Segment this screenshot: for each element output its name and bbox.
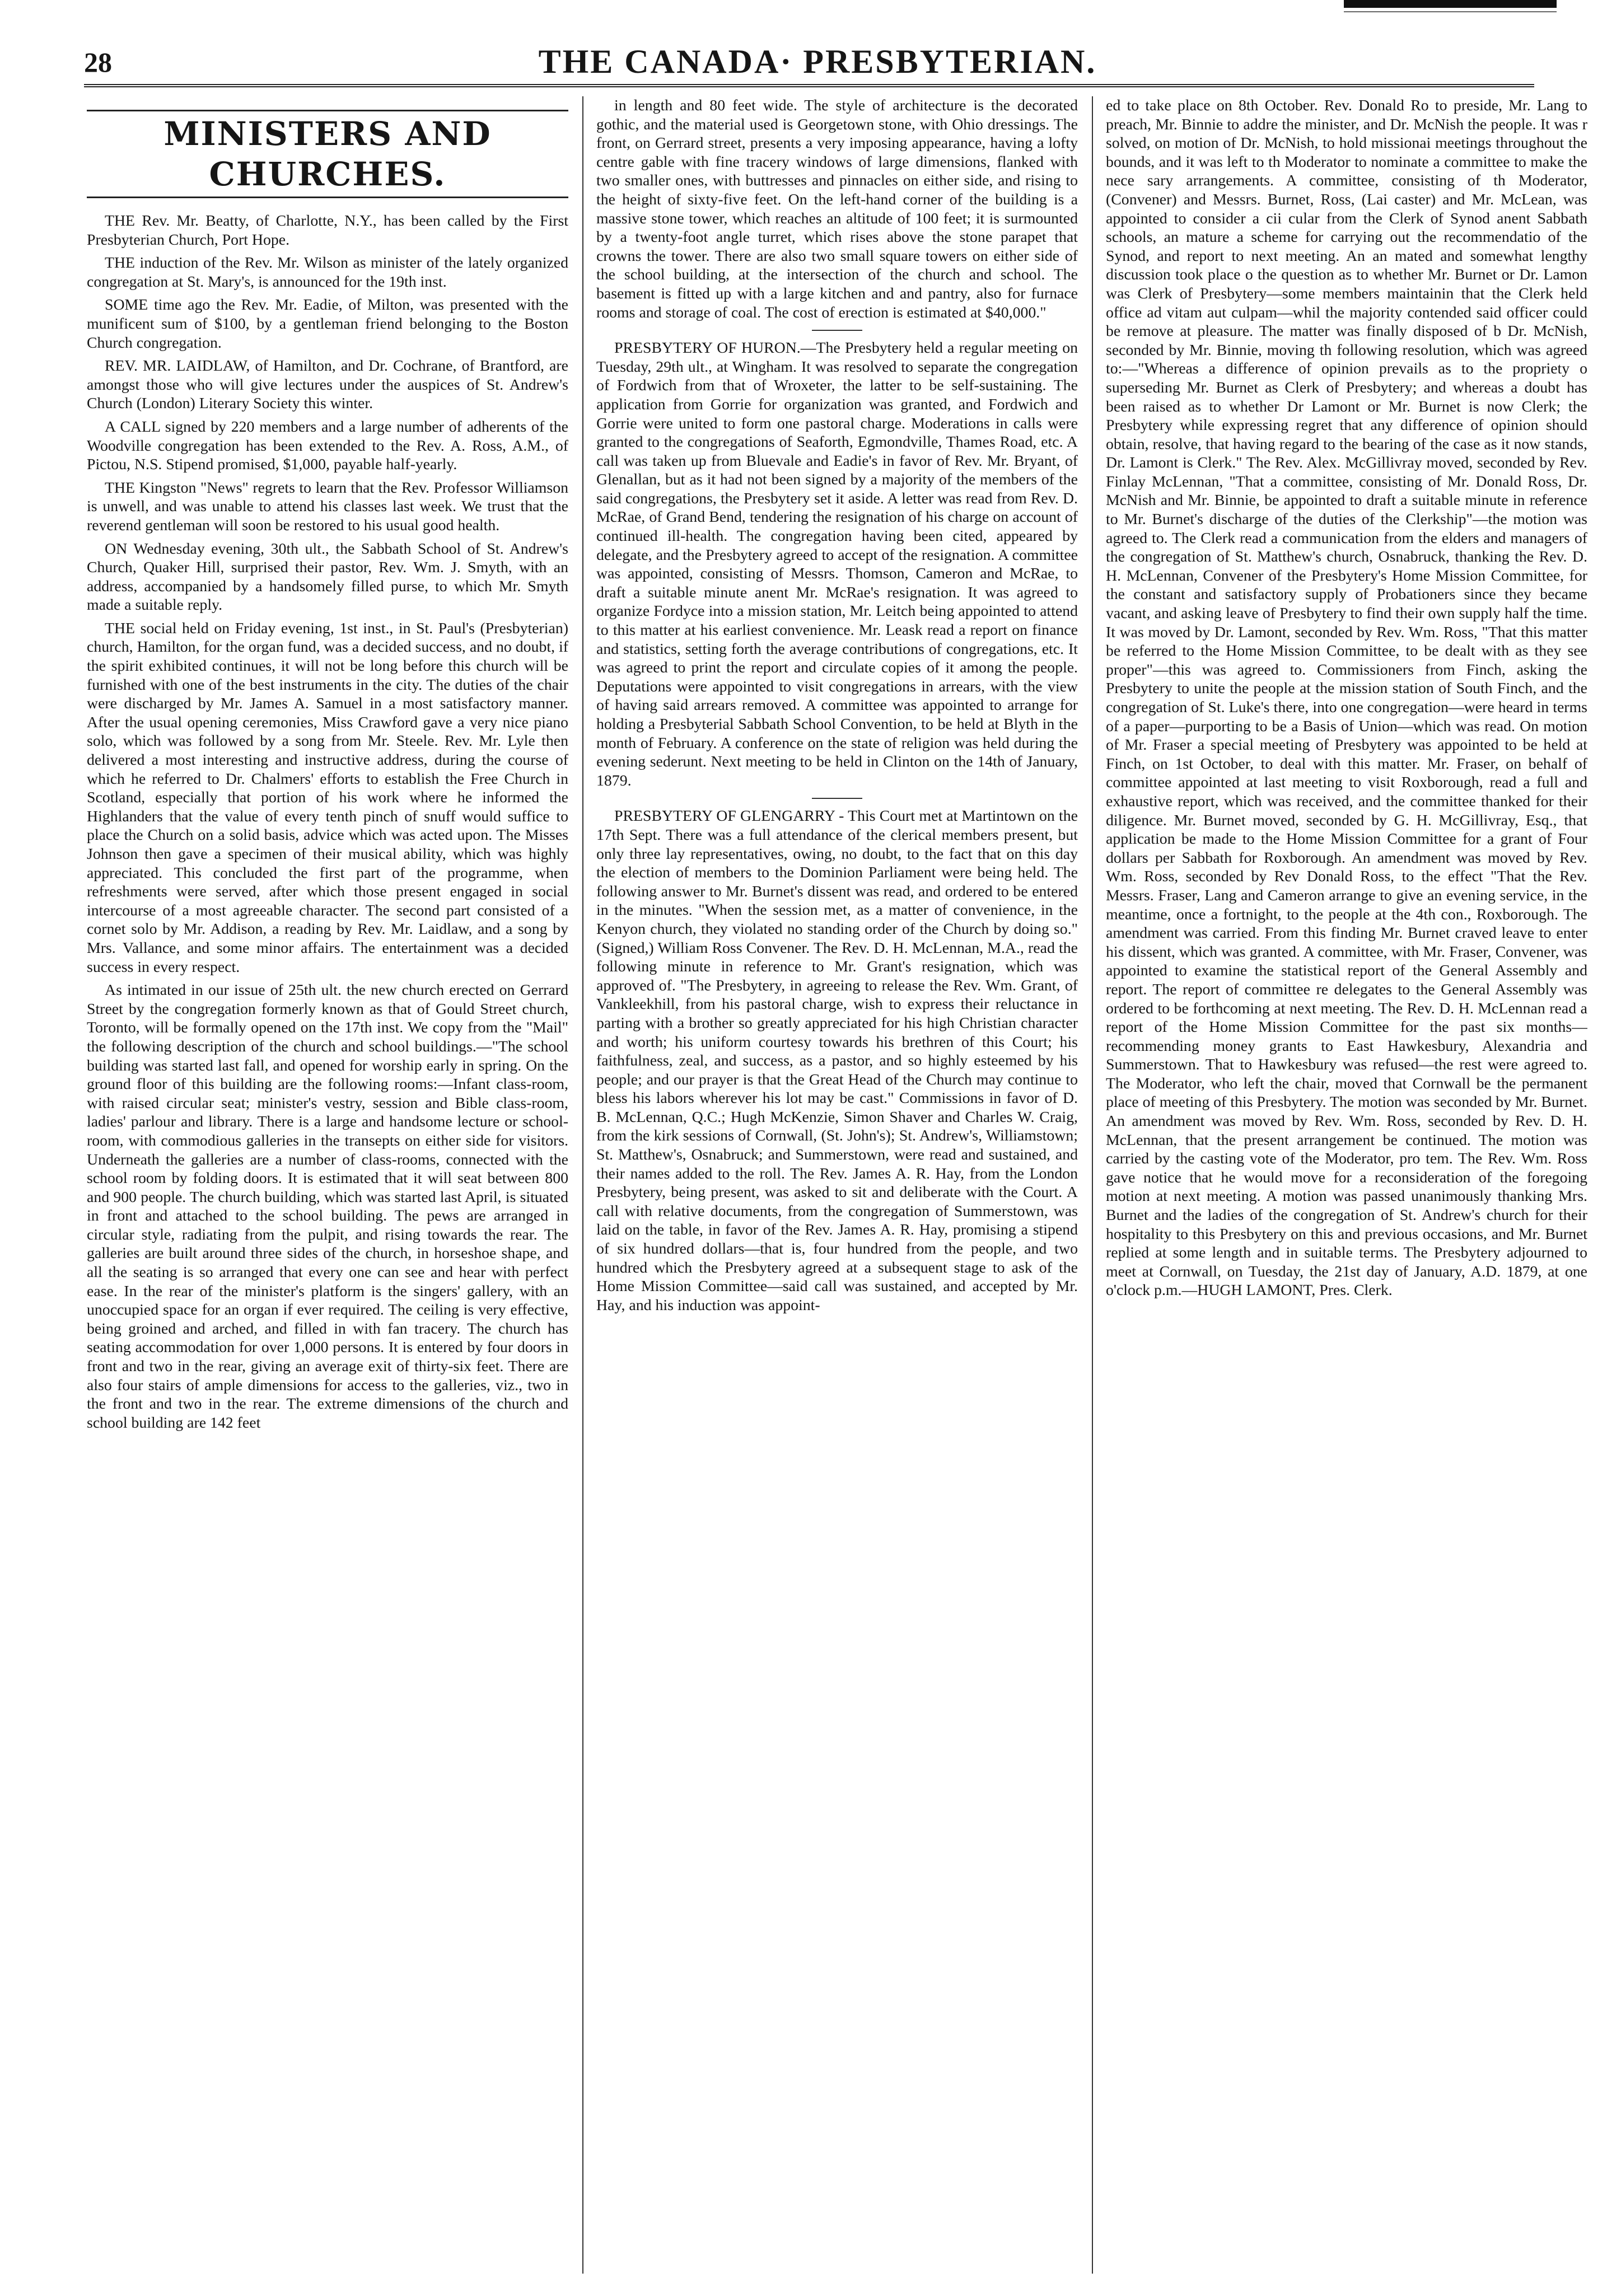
article-continuation: in length and 80 feet wide. The style of architecture is the decorated gothic, and the material used is Georgetown stone, with Ohio dressings. The front, on Gerrard street, presents a very imposing appearance, having a lofty centre gable with fine tracery windows of large dimensions, flanked with two smaller ones, with buttresses and pinnacles on either side, and rising to the height of sixty-five feet. On the left-hand corner of the building is a massive stone tower, which reaches an altitude of 100 feet; it is surmounted by a twenty-foot angle turret, which rises above the stone parapet that crowns the tower. There are also two small square towers on either side of the school building, at the intersection of the church and school. The basement is fitted up with a large kitchen and and pantry, also for furnace rooms and storage of coal. The cost of erection is estimated at $40,000." [596, 97, 1078, 321]
column-1 [87, 96, 568, 2276]
publication-title: THE CANADA· PRESBYTERIAN. [538, 43, 1097, 80]
news-item: THE Kingston "News" regrets to learn that the Rev. Professor Williamson is unwell, and was unable to attend his classes last week. We trust that the reverend gentleman will soon be restored to his usual good health. [87, 479, 568, 534]
news-item: REV. MR. LAIDLAW, of Hamilton, and Dr. Cochrane, of Brantford, are amongst those who will give lectures under the auspices of St. Andrew's Church (London) Literary Society this winter. [87, 357, 568, 413]
presbytery-glengarry-report: PRESBYTERY OF GLENGARRY - This Court met at Martintown on the 17th Sept. There was a full attendance of the clerical members present, but only three lay representatives, owing, no doubt, to the fact that on this day the election of members to the Dominion Parliament were being held. The following answer to Mr. Burnet's dissent was read, and ordered to be entered in the minutes. "When the session met, as a matter of convenience, in the Kenyon church, they violated no standing order of the Church by doing so." (Signed,) William Ross Convener. The Rev. D. H. McLennan, M.A., read the following minute in reference to Mr. Grant's resignation, which was approved of. "The Presbytery, in agreeing to release the Rev. Wm. Grant, of Vankleekhill, from his pastoral charge, wish to express their reluctance in parting with a brother so greatly appreciated for his high Christian character and worth; his uniform courtesy towards his brethren of this Court; his faithfulness, zeal, and success, as a pastor, and so highly esteemed by his people; and our prayer is that the Great Head of the Church may continue to bless his labors wherever his lot may be cast." Commissions in favor of D. B. McLennan, Q.C.; Hugh McKenzie, Simon Shaver and Charles W. Craig, from the kirk sessions of Cornwall, (St. John's); St. Andrew's, Williamstown; St. Matthew's, Osnabruck; and Summerstown, were read and sustained, and their names added to the roll. The Rev. James A. R. Hay, from the London Presbytery, being present, was asked to sit and deliberate with the Court. A call with relative documents, from the congregation of Summerstown, was laid on the table, in favor of the Rev. James A. R. Hay, promising a stipend of six hundred dollars—that is, four hundred from the people, and two hundred which the Presbytery agreed at a subsequent stage to ask of the Home Mission Committee—said call was sustained, and accepted by Mr. Hay, and his induction was appoint- [596, 807, 1078, 1314]
column-divider-1 [582, 96, 583, 2274]
page-number: 28 [84, 46, 112, 78]
article-separator [812, 330, 862, 331]
news-item: ON Wednesday evening, 30th ult., the Sabbath School of St. Andrew's Church, Quaker Hill, surprised their pastor, Rev. Wm. J. Smyth, with an address, accompanied by a handsomely filled purse, to which Mr. Smyth made a suitable reply. [87, 540, 568, 614]
section-heading: MINISTERS AND CHURCHES. [87, 110, 568, 198]
news-item: As intimated in our issue of 25th ult. the new church erected on Gerrard Street by the congregation formerly known as that of Gould Street church, Toronto, will be formally opened on the 17th inst. We copy from the "Mail" the following description of the church and school buildings.—"The school building was started last fall, and opened for worship early in spring. On the ground floor of this building are the following rooms:—Infant class-room, with raised circular seat; minister's vestry, session and Bible class-room, ladies' parlour and library. There is a large and handsome lecture or school-room, with commodious galleries in the transepts on either side for visitors. Underneath the galleries are a number of class-rooms, connected with the school room by folding doors. It is estimated that it will seat between 800 and 900 people. The church building, which was started last April, is situated in front and attached to the school building. The pews are arranged in circular style, radiating from the pulpit, and rising towards the rear. The galleries are built around three sides of the church, in horseshoe shape, and all the seating is so arranged that every one can see and hear with perfect ease. In the rear of the minister's platform is the singers' gallery, with an unoccupied space for an organ if ever required. The ceiling is very effective, being groined and arched, and filled in with fan tracery. The church has seating accommodation for over 1,000 persons. It is entered by four doors in front and two in the rear, giving an average exit of thirty-six feet. There are also four stairs of ample dimensions for access to the galleries, viz., two in the front and two in the rear. The extreme dimensions of the church and school building are 142 feet [87, 981, 568, 1432]
header-rule [84, 84, 1534, 87]
article-separator [812, 798, 862, 799]
news-item: THE induction of the Rev. Mr. Wilson as minister of the lately organized congregation at St. Mary's, is announced for the 19th inst. [87, 254, 568, 291]
column-divider-2 [1092, 96, 1093, 2274]
presbytery-huron-report: PRESBYTERY OF HURON.—The Presbytery held a regular meeting on Tuesday, 29th ult., at Wingham. It was resolved to separate the congregation of Fordwich from that of Wroxeter, the latter to be self-sustaining. The application from Gorrie for organization was granted, and Fordwich and Gorrie were united to form one pastoral charge. Moderations in calls were granted to the congregations of Seaforth, Egmondville, Thames Road, etc. A call was taken up from Bluevale and Eadie's in favor of Rev. Mr. Bryant, of Glenallan, but as it had not been signed by a majority of the members of the said congregations, the Presbytery set it aside. A letter was read from Rev. D. McRae, of Grand Bend, tendering the resignation of his charge on account of continued ill-health. The congregation having been cited, appeared by delegate, and the Presbytery agreed to accept of the resignation. A committee was appointed, consisting of Messrs. Thomson, Cameron and McRae, to draft a suitable minute anent Mr. McRae's resignation. It was agreed to organize Fordyce into a mission station, Mr. Leitch being appointed to attend to this matter at his earliest convenience. Mr. Leask read a report on finance and statistics, setting forth the average contributions of congregations, etc. It was agreed to print the report and circulate copies of it among the people. Deputations were appointed to visit congregations in arrears, with the view of having said arrears removed. A committee was appointed to arrange for holding a Presbyterial Sabbath School Convention, to be held at Blyth in the month of February. A conference on the state of religion was held during the evening sederunt. Next meeting to be held in Clinton on the 14th of January, 1879. [596, 339, 1078, 789]
column-2 [596, 96, 1078, 2276]
news-item: A CALL signed by 220 members and a large number of adherents of the Woodville congregation has been extended to the Rev. A. Ross, A.M., of Pictou, N.S. Stipend promised, $1,000, payable half-yearly. [87, 418, 568, 474]
news-item: THE Rev. Mr. Beatty, of Charlotte, N.Y., has been called by the First Presbyterian Church, Port Hope. [87, 212, 568, 249]
news-item: SOME time ago the Rev. Mr. Eadie, of Milton, was presented with the munificent sum of $100, by a gentleman friend belonging to the Boston Church congregation. [87, 296, 568, 352]
news-item: THE social held on Friday evening, 1st inst., in St. Paul's (Presbyterian) church, Hamilton, for the organ fund, was a decided success, and no doubt, if the spirit exhibited continues, it will not be long before this church will be furnished with one of the best instruments in the city. The duties of the chair were discharged by Mr. James A. Samuel in a most satisfactory manner. After the usual opening ceremonies, Miss Crawford gave a very nice piano solo, which was followed by a song from Mr. Steele. Rev. Mr. Lyle then delivered a most interesting and instructive address, during the course of which he referred to Dr. Chalmers' efforts to establish the Free Church in Scotland, especially that portion of his work where he informed the Highlanders that the value of every tenth pinch of snuff would suffice to place the Church on a solid basis, advice which was acted upon. The Misses Johnson then gave a specimen of their musical ability, which was highly appreciated. This concluded the first part of the programme, when refreshments were served, after which those present engaged in social intercourse of a most agreeable character. The second part consisted of a cornet solo by Mr. Addison, a reading by Rev. Mr. Laidlaw, and a song by Mrs. Vallance, and some minor affairs. The entertainment was a decided success in every respect. [87, 619, 568, 976]
scan-edge-mark [1344, 0, 1557, 8]
scan-edge-line [1344, 11, 1557, 12]
presbytery-glengarry-continuation: ed to take place on 8th October. Rev. Donald Ro to preside, Mr. Lang to preach, Mr. Binnie to addre the minister, and Dr. McNish the people. It was r solved, on motion of Dr. McNish, to hold missionai meetings throughout the bounds, and it was left to th Moderator to nominate a committee to make the nece sary arrangements. A committee, consisting of th Moderator, (Convener) and Messrs. Burnet, Ross, (Lai caster) and Mr. McLean, was appointed to consider a cii cular from the Clerk of Synod anent Sabbath schools, an mature a scheme for carrying out the recommendatio of the Synod, and report to next meeting. An an mated and somewhat lengthy discussion took place o the question as to whether Mr. Burnet or Dr. Lamon was Clerk of Presbytery—some members maintainin that the Clerk held office ad vitam aut culpam—whil the majority contended said officer could be remove at pleasure. The matter was finally disposed of b Dr. McNish, seconded by Mr. Binnie, moving th following resolution, which was agreed to:—"Whereas a difference of opinion prevails as to the propriety o superseding Mr. Burnet as Clerk of Presbytery; and whereas a doubt has been raised as to whether Dr Lamont or Mr. Burnet is now Clerk; the Presbytery while expressing regret that any difference of opinion should obtain, resolve, that having regard to the bearing of the case as it now stands, Dr. Lamont is Clerk." The Rev. Alex. McGillivray moved, seconded by Rev. Finlay McLennan, "That a committee, consisting of Mr. Donald Ross, Dr. McNish and Mr. Binnie, be appointed to draft a suitable minute in reference to Mr. Burnet's discharge of the duties of the Clerkship"—the motion was agreed to. The Clerk read a communication from the elders and managers of the congregation of St. Matthew's church, Osnabruck, thanking the Rev. D. H. McLennan, Convener of the Presbytery's Home Mission Committee, for the constant and satisfactory supply of Probationers since they became vacant, and asking leave of Presbytery to find their own supply half the time. It was moved by Dr. Lamont, seconded by Rev. Wm. Ross, "That this matter be referred to the Home Mission Committee, to be dealt with as they see proper"—this was agreed to. Commissioners from Finch, asking the Presbytery to unite the people at the mission station of South Finch, and the congregation of St. Luke's there, into one congregation—were heard in terms of a paper—purporting to be a Basis of Union—which was read. On motion of Mr. Fraser a special meeting of Presbytery was appointed to be held at Finch, on 1st October, to deal with this matter. Mr. Fraser, on behalf of committee appointed at last meeting to visit Roxborough, read a full and exhaustive report, which was received, and the committee thanked for their diligence. Mr. Burnet moved, seconded by G. H. McGillivray, Esq., that application be made to the Home Mission Committee for a grant of Four dollars per Sabbath for Roxborough. An amendment was moved by Rev. Wm. Ross, seconded by Rev Donald Ross, to the effect "That the Rev. Messrs. Fraser, Lang and Cameron arrange to give an evening service, in the meantime, once a fortnight, to the people at the 4th con., Roxborough. The amendment was carried. From this finding Mr. Burnet craved leave to enter his dissent, which was granted. A committee, with Mr. Fraser, Convener, was appointed to examine the statistical report of the General Assembly and report. The report of committee re delegates to the General Assembly was ordered to be forthcoming at next meeting. The Rev. D. H. McLennan read a report of the Home Mission Committee for the past six months—recommending money grants to East Hawkesbury, Alexandria and Summerstown. That to Hawkesbury was refused—the rest were agreed to. The Moderator, who left the chair, moved that Cornwall be the permanent place of meeting of this Presbytery. The motion was seconded by Mr. Burnet. An amendment was moved by Rev. Wm. Ross, seconded by Rev. D. H. McLennan, that the present arrangement be continued. The motion was carried by the casting vote of the Moderator, pro tem. The Rev. Wm. Ross gave notice that he would move for a reconsideration of the foregoing motion at next meeting. A motion was passed unanimously thanking Mrs. Burnet and the ladies of the congregation of St. Andrew's church for their hospitality to this Presbytery on this and previous occasions, and Mr. Burnet replied at some length and in suitable terms. The Presbytery adjourned to meet at Cornwall, on Tuesday, the 21st day of January, A.D. 1879, at one o'clock p.m.—HUGH LAMONT, Pres. Clerk. [1106, 97, 1587, 1299]
column-3 [1106, 96, 1587, 2276]
